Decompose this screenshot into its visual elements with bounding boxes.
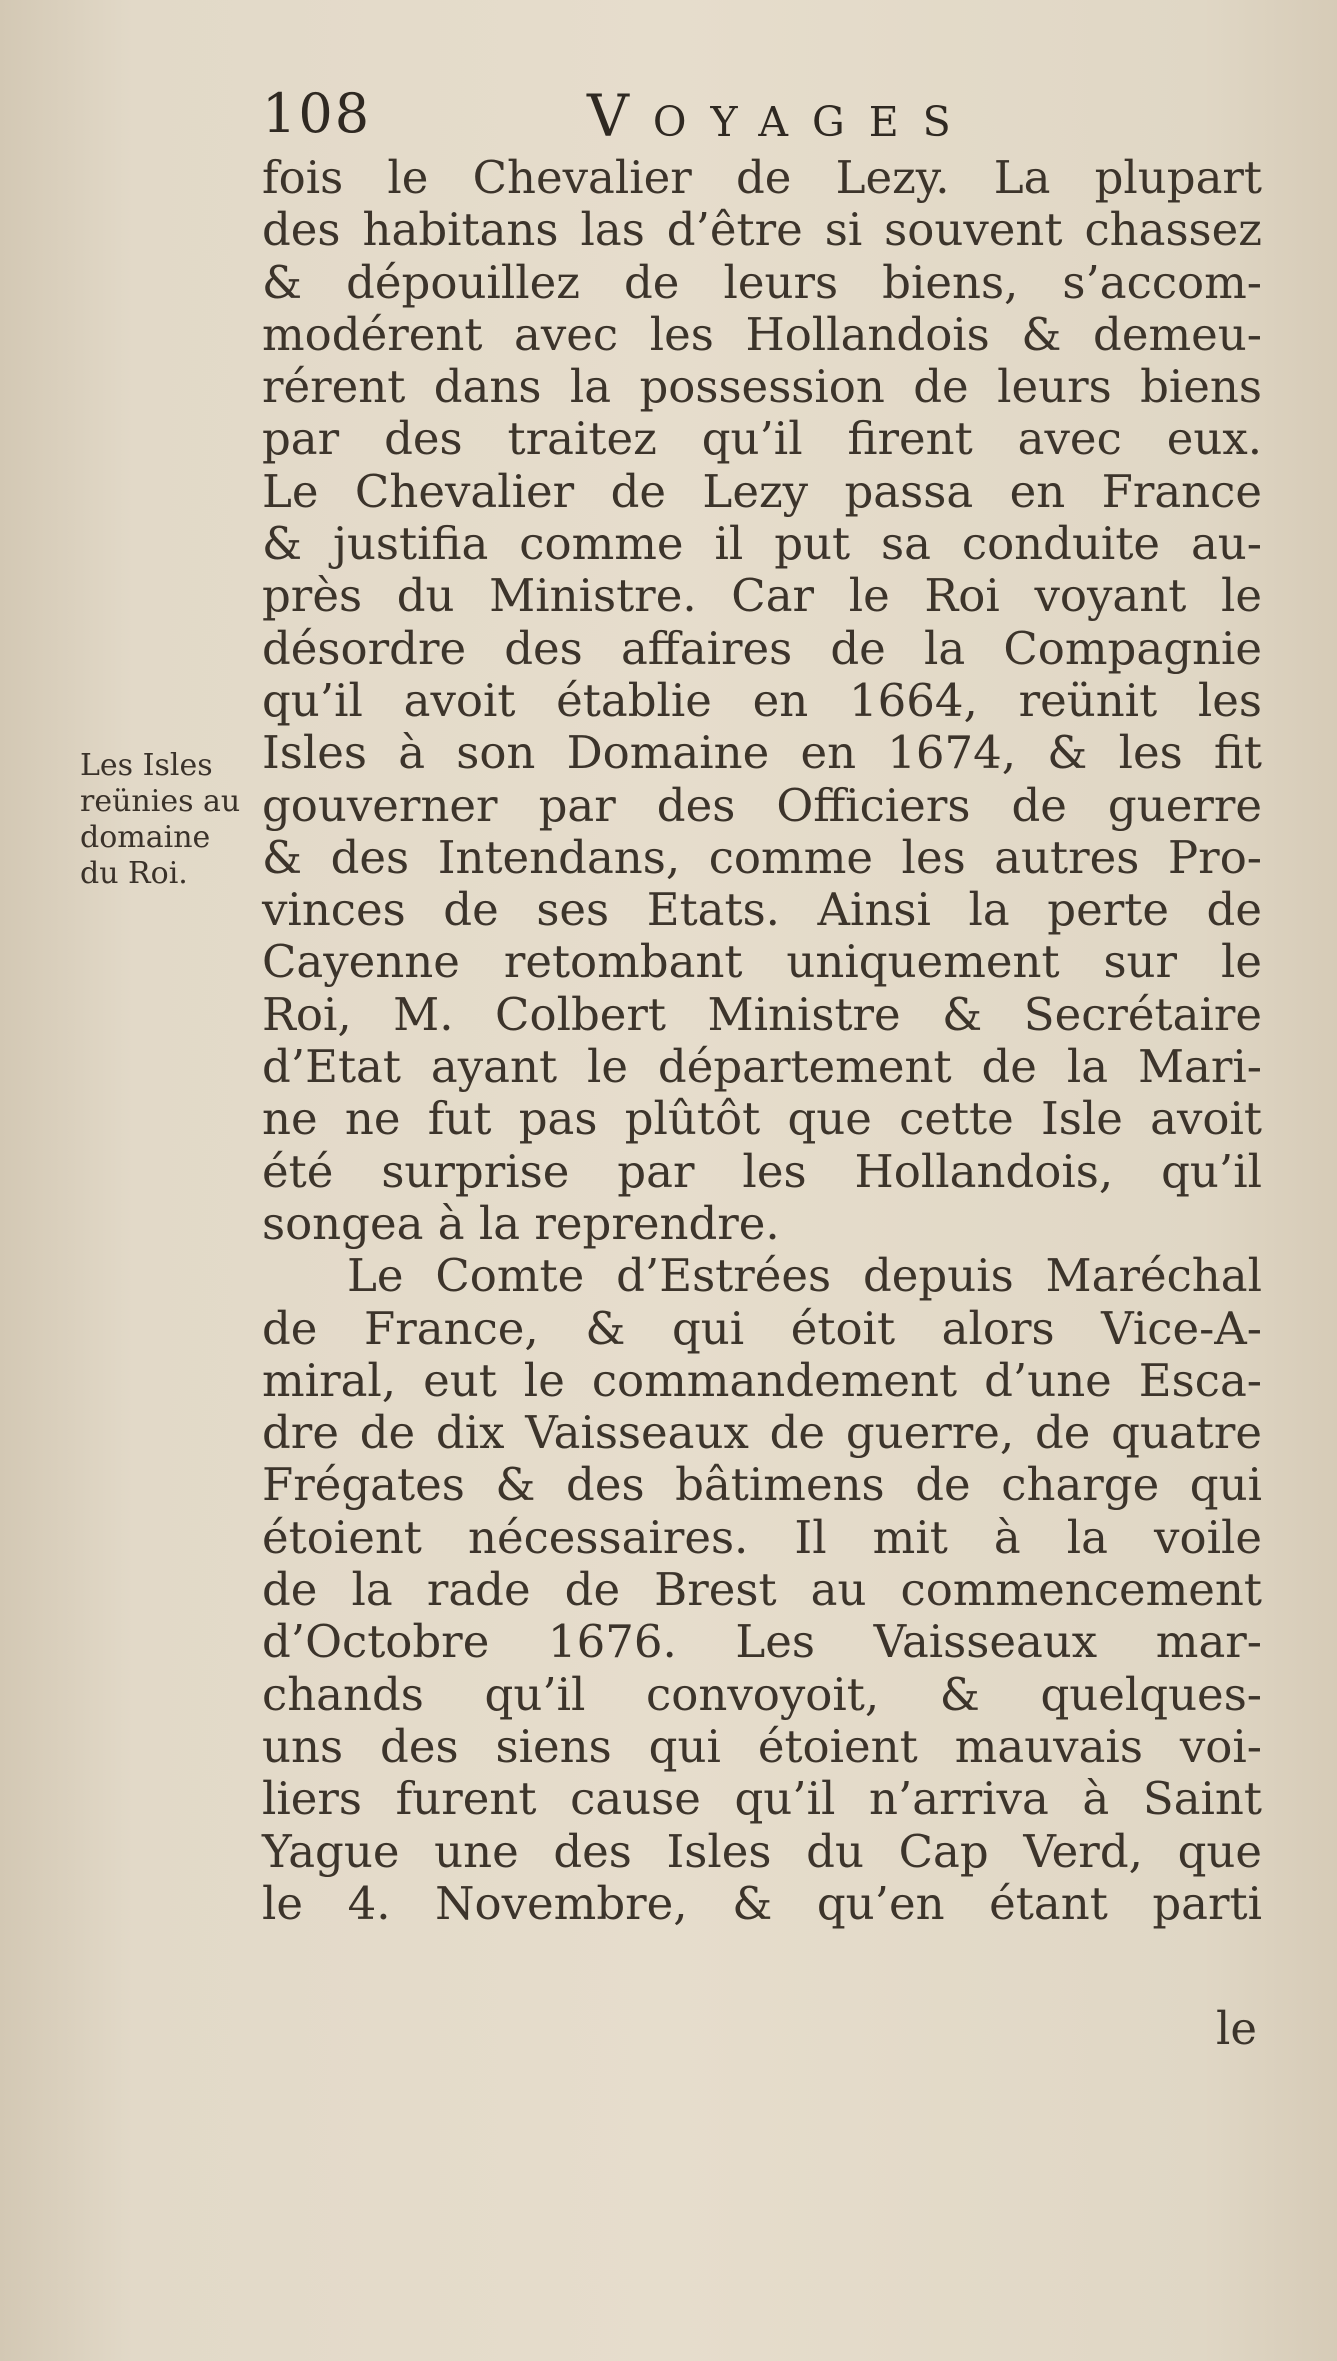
text-line: de France, & qui étoit alors Vice-A- [262,1301,1262,1355]
margin-note-line: Les Isles [80,748,213,783]
text-line: le 4. Novembre, & qu’en étant parti [262,1876,1262,1930]
text-line: dre de dix Vaisseaux de guerre, de quatre [262,1406,1262,1460]
text-line: & dépouillez de leurs biens, s’accom- [262,255,1262,309]
text-line: rérent dans la possession de leurs biens [262,360,1262,414]
text-line: songea à la reprendre. [262,1196,780,1250]
text-line: Yague une des Isles du Cap Verd, que [262,1824,1262,1878]
text-line: Frégates & des bâtimens de charge qui [262,1458,1262,1512]
text-line: désordre des affaires de la Compagnie [262,621,1262,675]
page-header [262,82,1262,152]
margin-note [80,748,260,892]
text-line: par des traitez qu’il firent avec eux. [262,412,1262,466]
text-line: modérent avec les Hollandois & demeu- [262,307,1262,361]
catchword: le [1215,2002,1257,2055]
text-line: étoient nécessaires. Il mit à la voile [262,1510,1262,1564]
text-line: Cayenne retombant uniquement sur le [262,935,1262,989]
text-line: des habitans las d’être si souvent chassez [262,203,1262,257]
text-line: vinces de ses Etats. Ainsi la perte de [262,883,1262,937]
text-line: gouverner par des Officiers de guerre [262,778,1262,832]
text-line: près du Ministre. Car le Roi voyant le [262,569,1262,623]
text-line: fois le Chevalier de Lezy. La plupart [262,151,1262,204]
page-number: 108 [262,82,372,145]
text-line: qu’il avoit établie en 1664, reünit les [262,673,1262,727]
text-line: miral, eut le commandement d’une Esca- [262,1353,1262,1407]
text-line: & justifia comme il put sa conduite au- [262,517,1262,571]
text-line: Le Comte d’Estrées depuis Maréchal [347,1249,1262,1303]
margin-note-line: du Roi. [80,856,188,891]
text-line: d’Etat ayant le département de la Mari- [262,1040,1262,1094]
margin-note-line: reünies au [80,784,241,819]
body-text [262,152,1262,1930]
text-line: de la rade de Brest au commencement [262,1563,1262,1617]
text-line: d’Octobre 1676. Les Vaisseaux mar- [262,1615,1262,1669]
text-line: Le Chevalier de Lezy passa en France [262,464,1262,518]
text-line: ne ne fut pas plûtôt que cette Isle avoit [262,1092,1262,1146]
text-line: été surprise par les Hollandois, qu’il [262,1144,1262,1198]
text-line: Roi, M. Colbert Ministre & Secrétaire [262,987,1262,1041]
text-line: Isles à son Domaine en 1674, & les fit [262,726,1262,780]
text-line: & des Intendans, comme les autres Pro- [262,830,1262,884]
margin-note-line: domaine [80,820,211,855]
running-head: Voyages [587,82,975,150]
text-line: chands qu’il convoyoit, & quelques- [262,1667,1262,1721]
text-line: uns des siens qui étoient mauvais voi- [262,1719,1262,1773]
text-line: liers furent cause qu’il n’arriva à Saint [262,1772,1262,1826]
